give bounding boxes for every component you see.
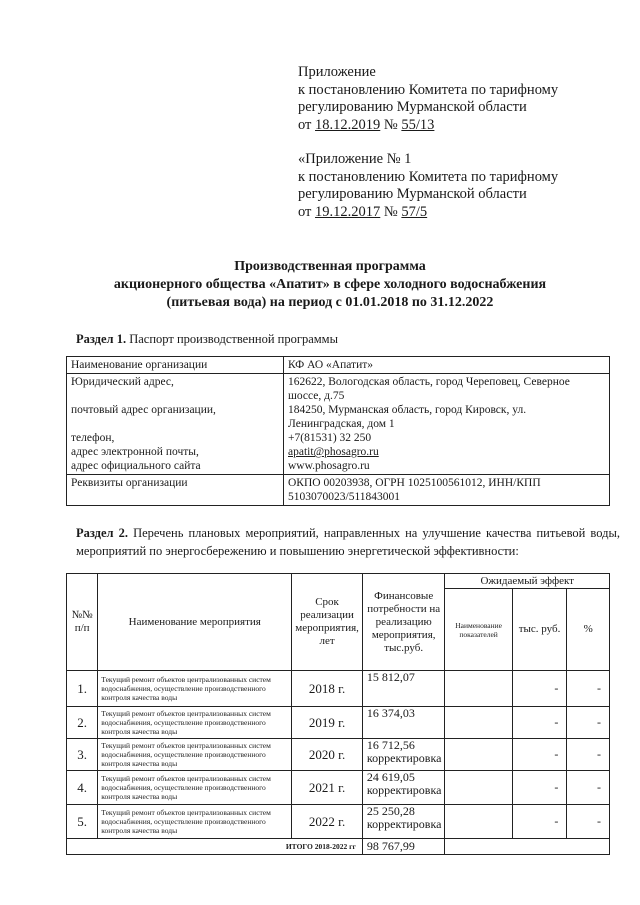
finance-value: 25 250,28 [366,804,415,818]
title-line: акционерного общества «Апатит» в сфере холодного водоснабжения [113,277,547,292]
row-percent: - [567,771,610,805]
row-thousand: - [512,707,567,739]
row-thousand: - [512,671,567,707]
table-row [67,771,610,805]
row-finance [362,739,445,771]
passport-key: Реквизиты организации [67,475,284,506]
spacer [71,389,279,403]
row-thousand: - [512,771,567,805]
section1-title: Паспорт производственной программы [126,332,338,346]
appendix-date: 19.12.2017 [315,203,381,220]
finance-value: 24 619,05 [366,770,415,784]
table-row [67,374,610,475]
col-header-percent: % [567,589,610,671]
measures-table [66,573,610,855]
appendix-date: 18.12.2019 [315,116,381,133]
section2-number: Раздел 2. [76,526,129,540]
appendix-date-line [298,204,628,222]
table-row [67,739,610,771]
row-finance [362,671,445,707]
passport-table [66,356,610,506]
passport-value: 162622, Вологодская область, город Череповец, Северное шоссе, д.75 [288,376,570,402]
row-percent: - [567,707,610,739]
date-prefix: от [298,116,316,133]
table-row [67,805,610,839]
row-year: 2018 г. [292,671,363,707]
row-num: 5. [67,805,98,839]
row-indicator [445,805,512,839]
col-header-num: №№ п/п [67,574,98,671]
section1-number: Раздел 1. [76,332,127,346]
appendix-header-2 [298,151,628,221]
row-finance [362,771,445,805]
total-empty [445,839,610,855]
row-indicator [445,739,512,771]
table-row [67,671,610,707]
row-num: 4. [67,771,98,805]
appendix-title: Приложение [298,64,376,80]
appendix-title: «Приложение № 1 [298,151,412,167]
number-prefix: № [380,203,402,220]
table-row [67,707,610,739]
appendix-number: 55/13 [401,116,435,133]
section2-text: Перечень плановых мероприятий, направленных на улучшение качества питьевой воды, мероприятий по энергосбережению и повышению энергетической эффективности: [76,526,620,558]
document-title [60,258,600,312]
row-indicator [445,707,512,739]
appendix-header-1 [298,64,628,134]
row-year: 2020 г. [292,739,363,771]
row-indicator [445,771,512,805]
passport-key: адрес официального сайта [71,460,201,472]
col-header-term: Срок реализации мероприятия, лет [292,574,363,671]
row-indicator [445,671,512,707]
total-row [67,839,610,855]
row-thousand: - [512,805,567,839]
finance-value: 16 712,56 [366,738,415,752]
passport-key-group [67,374,284,475]
row-num: 3. [67,739,98,771]
row-year: 2022 г. [292,805,363,839]
row-year: 2019 г. [292,707,363,739]
date-prefix: от [298,203,316,220]
passport-value: 184250, Мурманская область, город Кировск, ул. Ленинградская, дом 1 [288,404,527,430]
section1-label [76,331,338,347]
finance-note: корректировка [366,751,442,765]
passport-value: ОКПО 00203938, ОГРН 1025100561012, ИНН/КПП 5103070023/511843001 [284,475,610,506]
passport-key: телефон, [71,432,115,444]
passport-value: +7(81531) 32 250 [288,432,372,444]
passport-key: почтовый адрес организации, [71,404,216,416]
total-value: 98 767,99 [362,839,445,855]
row-percent: - [567,805,610,839]
finance-note: корректировка [366,817,442,831]
row-year: 2021 г. [292,771,363,805]
appendix-date-line [298,117,628,135]
table-row [67,475,610,506]
passport-value: КФ АО «Апатит» [284,357,610,374]
passport-key: Юридический адрес, [71,376,174,388]
col-header-thousand: тыс. руб. [512,589,567,671]
appendix-line: к постановлению Комитета по тарифному [298,81,559,98]
appendix-number: 57/5 [401,203,428,220]
row-num: 1. [67,671,98,707]
row-thousand: - [512,739,567,771]
appendix-line: регулированию Мурманской области [298,186,527,202]
row-name: Текущий ремонт объектов централизованных систем водоснабжения, осуществление производственного контроля качества воды [98,805,292,839]
spacer [71,417,279,431]
row-name: Текущий ремонт объектов централизованных систем водоснабжения, осуществление производственного контроля качества воды [98,671,292,707]
passport-key: адрес электронной почты, [71,446,199,458]
table-row [67,357,610,374]
col-header-indicator: Наименование показателей [445,589,512,671]
row-name: Текущий ремонт объектов централизованных систем водоснабжения, осуществление производственного контроля качества воды [98,771,292,805]
appendix-line: регулированию Мурманской области [298,99,527,115]
row-name: Текущий ремонт объектов централизованных систем водоснабжения, осуществление производственного контроля качества воды [98,707,292,739]
passport-key: Наименование организации [67,357,284,374]
finance-value: 15 812,07 [366,670,415,684]
passport-value-group [284,374,610,475]
finance-value: 16 374,03 [366,706,415,720]
passport-value: apatit@phosagro.ru [288,446,379,458]
col-header-finance: Финансовые потребности на реализацию мероприятия, тыс.руб. [362,574,445,671]
row-percent: - [567,739,610,771]
appendix-line: к постановлению Комитета по тарифному [298,168,559,185]
row-percent: - [567,671,610,707]
col-header-effect: Ожидаемый эффект [445,574,610,589]
passport-value: www.phosagro.ru [288,460,370,472]
number-prefix: № [380,116,402,133]
table-header-row [67,574,610,589]
row-finance [362,707,445,739]
col-header-name: Наименование мероприятия [98,574,292,671]
section2-label [76,524,620,560]
finance-note: корректировка [366,783,442,797]
title-line: Производственная программа [234,259,426,274]
total-label: ИТОГО 2018-2022 гг [67,839,363,855]
row-num: 2. [67,707,98,739]
row-name: Текущий ремонт объектов централизованных систем водоснабжения, осуществление производственного контроля качества воды [98,739,292,771]
row-finance [362,805,445,839]
title-line: (питьевая вода) на период с 01.01.2018 по 31.12.2022 [166,295,494,310]
